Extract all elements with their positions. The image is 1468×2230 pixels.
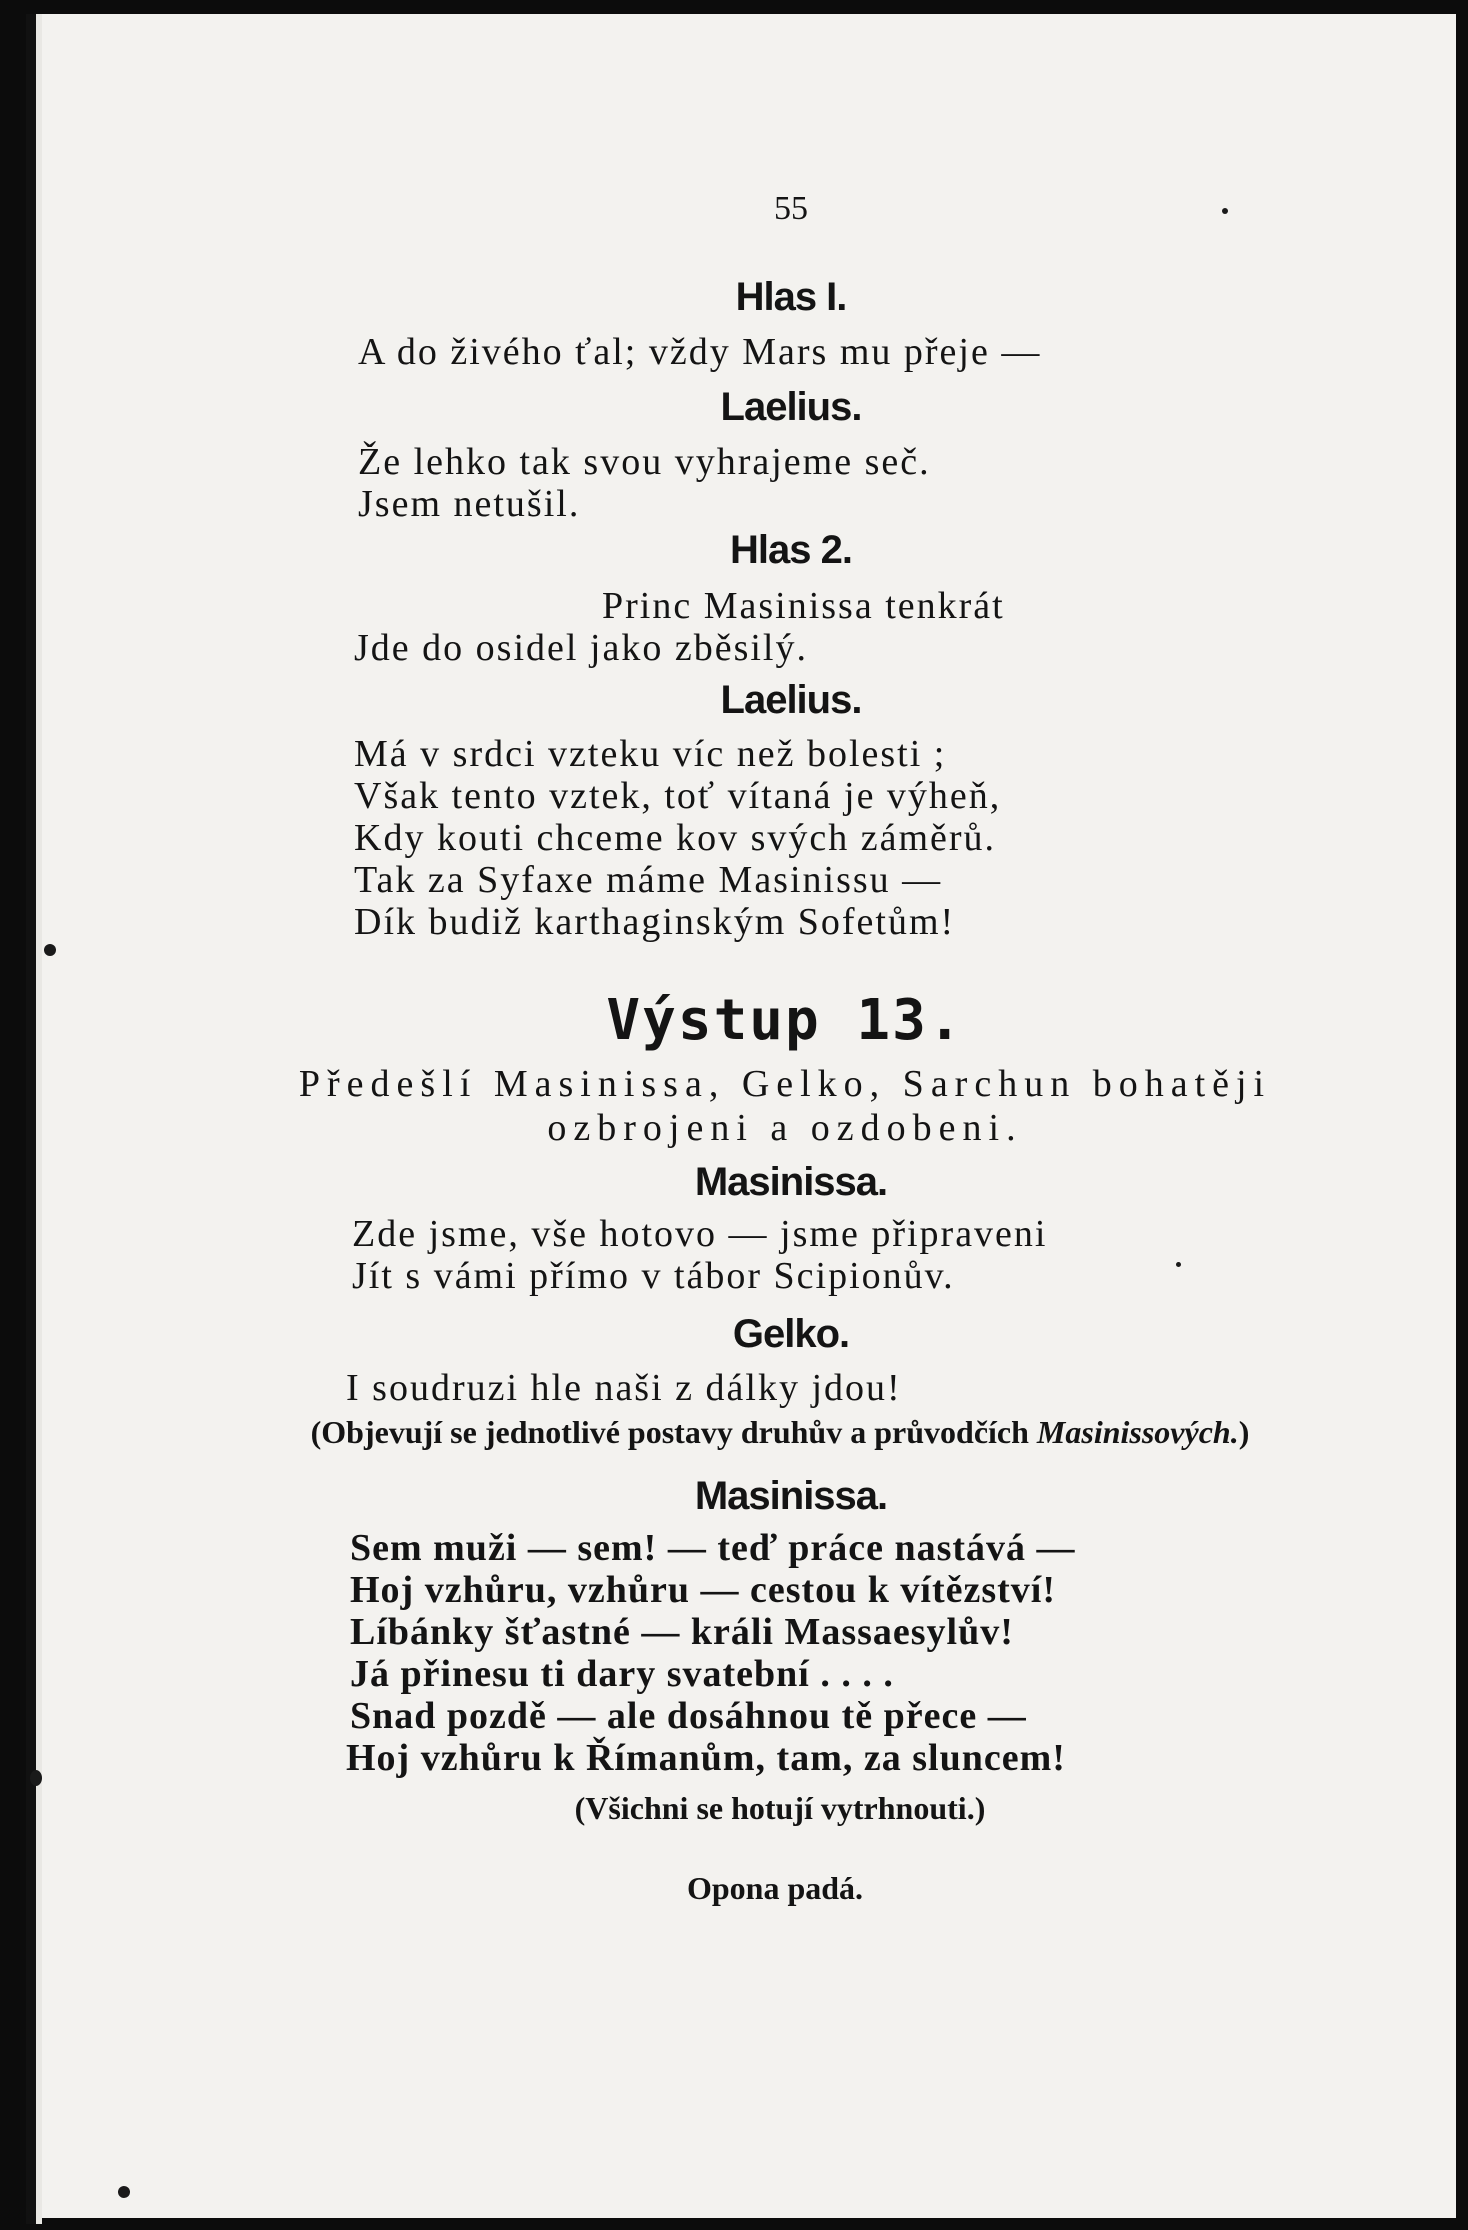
verse-line: Já přinesu ti dary svatební . . . .: [350, 1653, 894, 1695]
stage-direction-text: (Objevují se jednotlivé postavy druhův a průvodčích: [310, 1414, 1037, 1450]
stage-direction-close: ): [1238, 1414, 1250, 1450]
scene-description: Předešlí Masinissa, Gelko, Sarchun bohatěji: [298, 1063, 1272, 1105]
page-number: 55: [774, 190, 808, 227]
speaker-name: Masinissa.: [694, 1474, 888, 1518]
verse-line: A do živého ťal; vždy Mars mu přeje —: [358, 331, 1042, 373]
verse-line: Jít s vámi přímo v tábor Scipionův.: [352, 1255, 955, 1297]
scene-description: ozbrojeni a ozdobeni.: [547, 1107, 1023, 1149]
verse-line: Tak za Syfaxe máme Masinissu —: [354, 859, 943, 901]
curtain-falls: Opona padá.: [686, 1870, 864, 1906]
stage-direction: (Všichni se hotují vytrhnouti.): [574, 1790, 986, 1826]
scene-title: Výstup 13.: [606, 988, 964, 1053]
verse-line: Dík budiž karthaginským Sofetům!: [354, 901, 956, 943]
stage-direction-italic: Masinissových.: [1036, 1414, 1239, 1450]
verse-line: Líbánky šťastné — králi Massaesylův!: [350, 1611, 1014, 1653]
speaker-name: Gelko.: [732, 1312, 850, 1356]
ink-speck: [118, 2186, 130, 2198]
speaker-name: Masinissa.: [694, 1160, 888, 1204]
ink-speck: [30, 1770, 42, 1786]
verse-line: Že lehko tak svou vyhrajeme seč.: [358, 441, 931, 483]
speaker-name: Hlas I.: [735, 275, 847, 319]
stage-direction: [0, 1414, 1468, 1451]
ink-speck: [44, 944, 56, 956]
speaker-name: Laelius.: [720, 678, 862, 722]
verse-line: Hoj vzhůru k Římanům, tam, za sluncem!: [346, 1737, 1066, 1779]
speaker-name: Hlas 2.: [730, 528, 852, 572]
verse-line: Zde jsme, vše hotovo — jsme připraveni: [352, 1213, 1048, 1255]
verse-line: Má v srdci vzteku víc než bolesti ;: [354, 733, 947, 775]
verse-line: Hoj vzhůru, vzhůru — cestou k vítězství!: [350, 1569, 1057, 1611]
verse-line: Sem muži — sem! — teď práce nastává —: [350, 1527, 1076, 1569]
verse-line: I soudruzi hle naši z dálky jdou!: [346, 1367, 902, 1409]
verse-line: Jsem netušil.: [358, 483, 581, 525]
verse-line: Kdy kouti chceme kov svých záměrů.: [354, 817, 997, 859]
verse-line: Princ Masinissa tenkrát: [602, 585, 1005, 627]
speaker-name: Laelius.: [720, 385, 862, 429]
verse-line: Snad pozdě — ale dosáhnou tě přece —: [350, 1695, 1027, 1737]
verse-line: Však tento vztek, toť vítaná je výheň,: [354, 775, 1002, 817]
ink-speck: [1176, 1262, 1181, 1267]
verse-line: Jde do osidel jako zběsilý.: [354, 627, 808, 669]
